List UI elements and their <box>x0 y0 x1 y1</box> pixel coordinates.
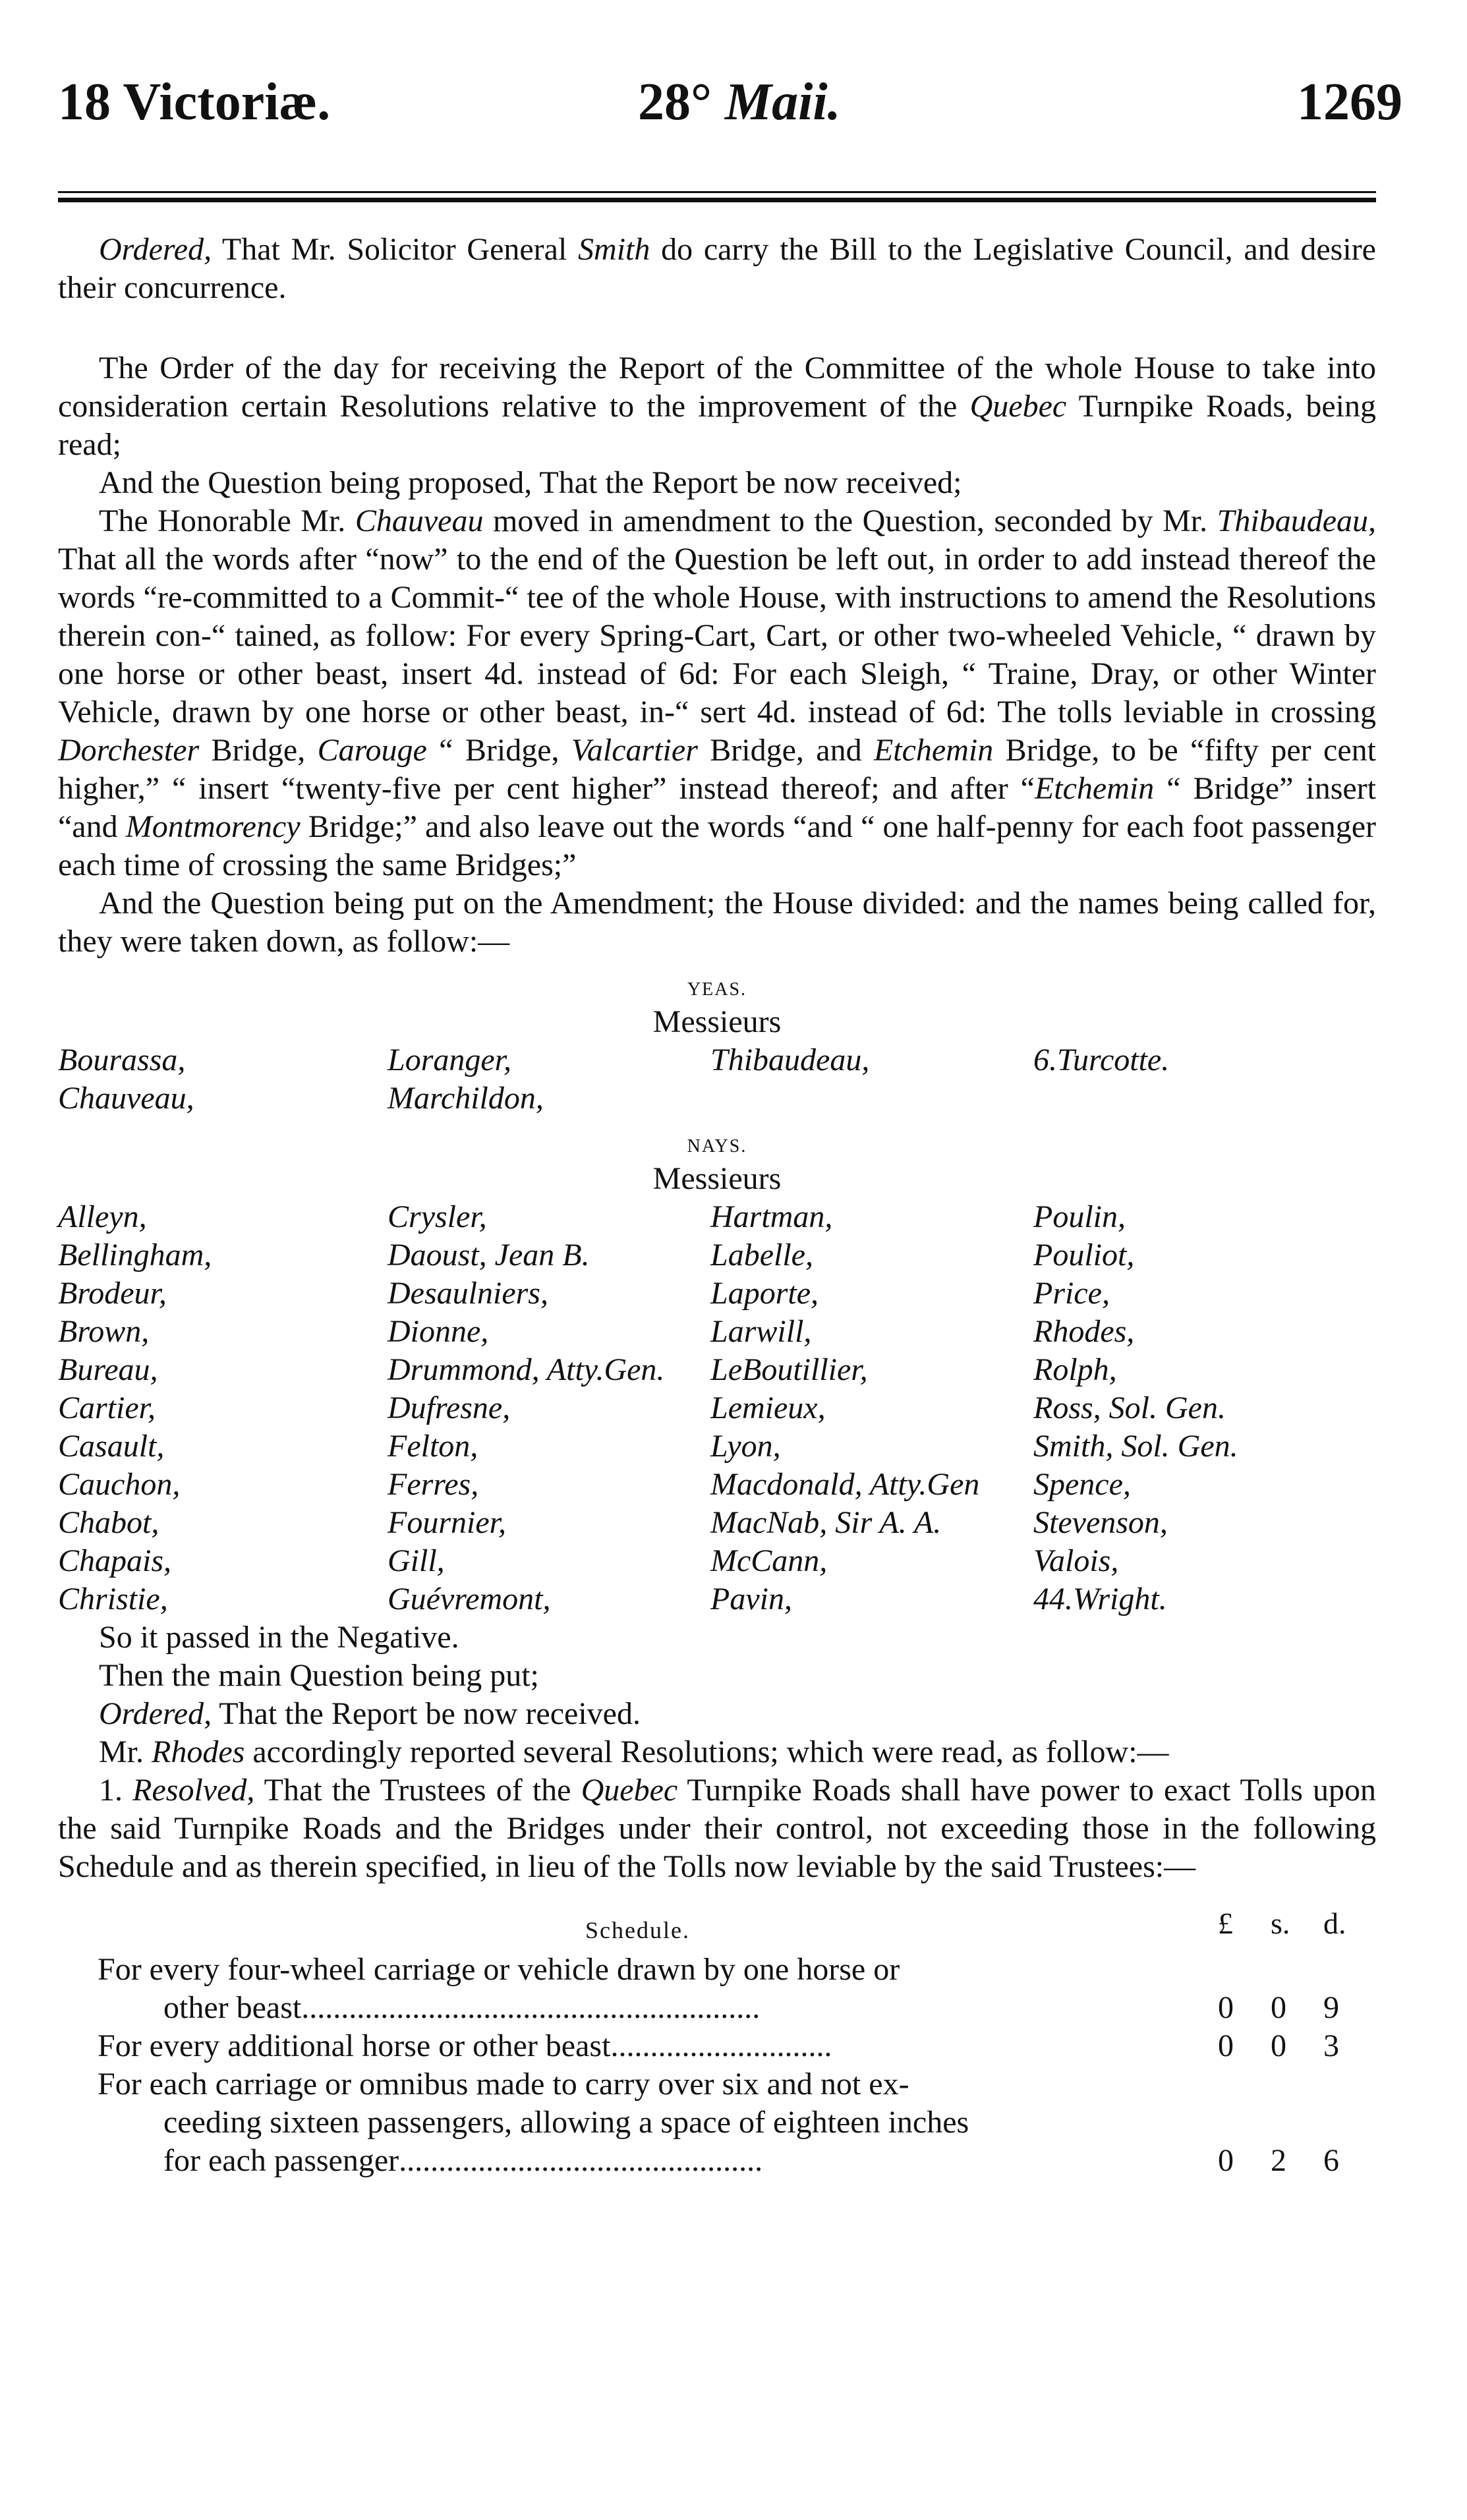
member-name: Chabot, <box>58 1505 159 1540</box>
member-name: Poulin, <box>1033 1199 1126 1234</box>
order-of-day: The Order of the day for receiving the Report of the Committee of the whole House to take into consideration certain Resolutions relative to the improvement of the Quebec Turnpike Roads, being read; <box>58 351 1376 462</box>
nays-list <box>58 1198 1376 1618</box>
list-item <box>58 1351 1376 1389</box>
member-name: Pouliot, <box>1033 1238 1135 1273</box>
order-carry-bill: Ordered, That Mr. Solicitor General Smith do carry the Bill to the Legislative Council, and desire their concurrence. <box>58 232 1376 305</box>
member-name: Valois, <box>1033 1543 1119 1578</box>
page <box>58 72 1402 2178</box>
member-name: Dionne, <box>388 1314 489 1349</box>
schedule-header <box>58 1904 1376 1951</box>
member-name: Ross, Sol. Gen. <box>1033 1390 1226 1425</box>
sitting-date <box>638 72 841 132</box>
member-name: MacNab, Sir A. A. <box>710 1505 942 1540</box>
nays-messieurs: Messieurs <box>652 1161 782 1196</box>
member-name: Ferres, <box>388 1467 479 1502</box>
member-name: Larwill, <box>710 1314 812 1349</box>
regnal-year: 18 Victoriæ. <box>58 73 331 131</box>
member-name: Casault, <box>58 1429 165 1464</box>
table-row: For every additional horse or other beast............................ 0 0 3 <box>98 2028 1339 2063</box>
question-proposed: And the Question being proposed, That the Report be now received; <box>99 465 962 500</box>
member-name: Cartier, <box>58 1390 156 1425</box>
table-row: For each carriage or omnibus made to carry over six and not ex- ceeding sixteen passengers, allowing a space of eighteen inches for each passenger.............................................. 0 2 6 <box>98 2067 1339 2178</box>
member-name: Price, <box>1033 1276 1110 1311</box>
member-name: Desaulniers, <box>388 1276 548 1311</box>
journal-body <box>58 231 1376 2180</box>
list-item <box>58 1313 1376 1351</box>
list-item: Bourassa, Loranger, Thibaudeau, 6.Turcotte. <box>58 1043 1170 1077</box>
member-name: Lyon, <box>710 1429 781 1464</box>
member-name: Fournier, <box>388 1505 506 1540</box>
list-item <box>58 1198 1376 1236</box>
shillings-column: s. <box>1271 1906 1290 1940</box>
member-name: Brown, <box>58 1314 150 1349</box>
member-name: Laporte, <box>710 1276 819 1311</box>
pence-column: d. <box>1323 1906 1346 1940</box>
member-name: Guévremont, <box>388 1582 551 1617</box>
date-month: Maii. <box>725 73 841 131</box>
division-called: And the Question being put on the Amendment; the House divided: and the names being called for, they were taken down, as follow:— <box>58 886 1376 959</box>
member-name: Chapais, <box>58 1543 172 1578</box>
list-item <box>58 1427 1376 1466</box>
member-name: Spence, <box>1033 1467 1131 1502</box>
page-number: 1269 <box>1297 73 1402 131</box>
member-name: Crysler, <box>388 1199 487 1234</box>
schedule-table <box>58 1951 1376 2180</box>
yeas-heading: YEAS. <box>687 979 747 1000</box>
member-name: Labelle, <box>710 1238 813 1273</box>
nays-heading: NAYS. <box>687 1136 747 1157</box>
pounds-column: £ <box>1218 1906 1233 1940</box>
member-name: Brodeur, <box>58 1276 167 1311</box>
list-item <box>58 1504 1376 1542</box>
report-resolutions: Mr. Rhodes accordingly reported several Resolutions; which were read, as follow:— <box>99 1734 1169 1769</box>
list-item <box>58 1389 1376 1427</box>
member-name: Christie, <box>58 1582 168 1617</box>
date-day: 28° <box>638 73 712 131</box>
member-name: LeBoutillier, <box>710 1352 868 1387</box>
main-question: Then the main Question being put; <box>99 1658 539 1693</box>
list-item <box>58 1542 1376 1580</box>
member-name: Hartman, <box>710 1199 833 1234</box>
member-name: Rhodes, <box>1033 1314 1135 1349</box>
member-name: Gill, <box>388 1543 445 1578</box>
member-name: Cauchon, <box>58 1467 181 1502</box>
member-name: Macdonald, Atty.Gen <box>710 1467 980 1502</box>
member-name: Lemieux, <box>710 1390 826 1425</box>
member-name: Stevenson, <box>1033 1505 1168 1540</box>
schedule-title: Schedule. <box>585 1917 690 1943</box>
member-name: 44.Wright. <box>1033 1582 1167 1617</box>
amendment-motion: The Honorable Mr. Chauveau moved in amendment to the Question, seconded by Mr. Thibaudeau, That all the words after “now” to the end of the Question be left out, in order to add instead thereof the words “re-committed to a Commit-“ tee of the whole House, with instructions to amend the Resolutions therein con-“ tained, as follow: For every Spring-Cart, Cart, or other two-wheeled Vehicle, “ drawn by one horse or other beast, insert 4d. instead of 6d: For each Sleigh, “ Traine, Dray, or other Winter Vehicle, drawn by one horse or other beast, in-“ sert 4d. instead of 6d: The tolls leviable in crossing Dorchester Bridge, Carouge “ Bridge, Valcartier Bridge, and Etchemin Bridge, to be “fifty per cent higher,” “ insert “twenty-five per cent higher” instead thereof; and after “Etchemin “ Bridge” insert “and Montmorency Bridge;” and also leave out the words “and “ one half-penny for each foot passenger each time of crossing the same Bridges;” <box>58 503 1377 882</box>
list-item <box>58 1236 1376 1274</box>
member-name: McCann, <box>710 1543 828 1578</box>
running-header <box>58 72 1402 145</box>
list-item <box>58 1274 1376 1313</box>
header-rule-thin <box>58 191 1376 193</box>
list-item <box>58 1466 1376 1504</box>
member-name: Alleyn, <box>58 1199 147 1234</box>
member-name: Drummond, Atty.Gen. <box>388 1352 665 1387</box>
member-name: Pavin, <box>710 1582 792 1617</box>
yeas-messieurs: Messieurs <box>652 1004 782 1039</box>
member-name: Dufresne, <box>388 1390 511 1425</box>
member-name: Bureau, <box>58 1352 158 1387</box>
resolution-1: 1. Resolved, That the Trustees of the Quebec Turnpike Roads shall have power to exact Tolls upon the said Turnpike Roads and the Bridges under their control, not exceeding those in the following Schedule and as therein specified, in lieu of the Tolls now leviable by the said Trustees:— <box>58 1773 1376 1884</box>
member-name: Smith, Sol. Gen. <box>1033 1429 1238 1464</box>
negative-result: So it passed in the Negative. <box>99 1620 459 1655</box>
member-name: Bellingham, <box>58 1238 212 1273</box>
order-received: Ordered, That the Report be now received. <box>99 1696 641 1731</box>
list-item: Chauveau, Marchildon, <box>58 1081 544 1116</box>
member-name: Daoust, Jean B. <box>388 1238 590 1273</box>
yeas-list <box>58 1041 1376 1118</box>
header-rule-thick <box>58 198 1376 202</box>
member-name: Rolph, <box>1033 1352 1117 1387</box>
list-item <box>58 1580 1376 1618</box>
member-name: Felton, <box>388 1429 478 1464</box>
table-row: For every four-wheel carriage or vehicle drawn by one horse or other beast.......................................................... 0 0 9 <box>98 1952 1339 2025</box>
